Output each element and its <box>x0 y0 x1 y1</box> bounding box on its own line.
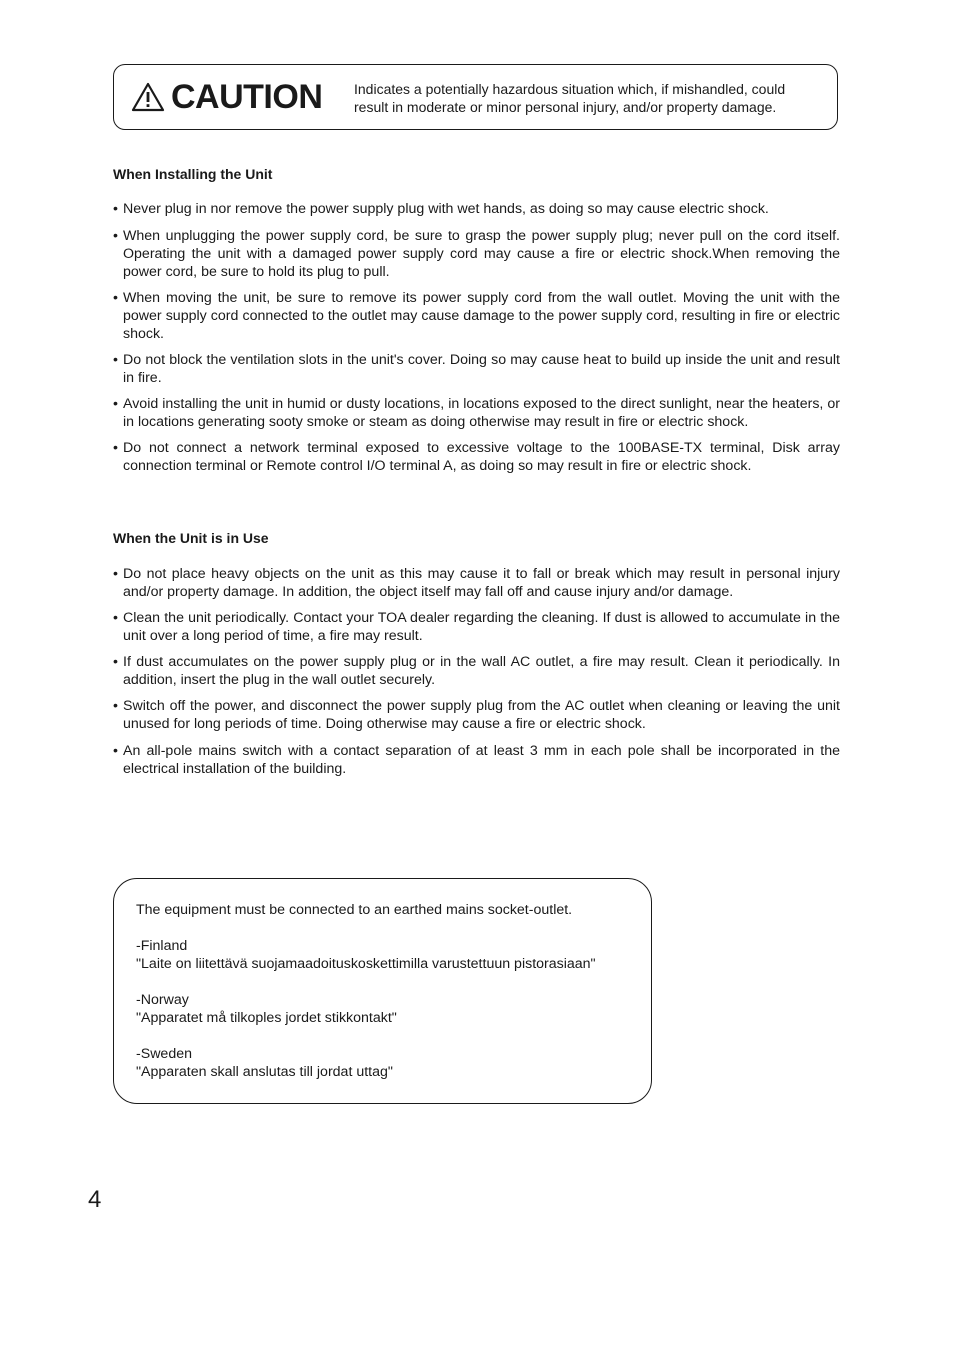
bullet-marker: • <box>113 396 118 412</box>
bullet-marker: • <box>113 352 118 368</box>
list-item-text: When moving the unit, be sure to remove its power supply cord from the wall outlet. Moving the unit with the power supply cord connected to the outlet may cause damage to the power supply cord, resulting in fire or electric shock. <box>123 290 840 342</box>
list-item <box>113 227 840 281</box>
bullet-marker: • <box>113 290 118 306</box>
list-item-text: Do not place heavy objects on the unit as this may cause it to fall or break which may result in personal injury and/or property damage. In addition, the object itself may fall off and cause injury and/or damage. <box>123 566 840 600</box>
list-item <box>113 742 840 778</box>
earthing-note-content <box>136 901 636 1081</box>
installing-bullet-list <box>113 200 840 475</box>
list-item-text: If dust accumulates on the power supply plug or in the wall AC outlet, a fire may result. Clean it periodically. In addition, insert the plug in the wall outlet securely. <box>123 654 840 688</box>
caution-description <box>354 80 824 116</box>
caution-description-line: Indicates a potentially hazardous situation which, if mishandled, could <box>354 81 786 97</box>
earthing-note-intro: The equipment must be connected to an earthed mains socket-outlet. <box>136 902 573 918</box>
norway-text: "Apparatet må tilkoples jordet stikkontakt" <box>136 1010 397 1026</box>
bullet-marker: • <box>113 654 118 670</box>
caution-box <box>113 64 838 130</box>
caution-heading <box>131 77 322 117</box>
sweden-text: "Apparaten skall anslutas till jordat uttag" <box>136 1064 393 1080</box>
section-title-in-use: When the Unit is in Use <box>113 530 269 546</box>
bullet-marker: • <box>113 228 118 244</box>
finland-text: "Laite on liitettävä suojamaadoituskoskettimilla varustettuun pistorasiaan" <box>136 956 596 972</box>
page-number: 4 <box>88 1186 102 1213</box>
list-item <box>113 653 840 689</box>
list-item-text: Switch off the power, and disconnect the power supply plug from the AC outlet when cleaning or leaving the unit unused for long periods of time. Doing otherwise may cause a fire or electric shock. <box>123 698 840 732</box>
list-item-text: Do not connect a network terminal exposed to excessive voltage to the 100BASE-TX terminal, Disk array connection terminal or Remote control I/O terminal A, as doing so may result in fire or electric shock. <box>123 440 840 474</box>
bullet-marker: • <box>113 566 118 582</box>
list-item <box>113 697 840 733</box>
list-item <box>113 395 840 431</box>
list-item-text: Do not block the ventilation slots in the unit's cover. Doing so may cause heat to build up inside the unit and result in fire. <box>123 352 840 386</box>
caution-description-line: result in moderate or minor personal injury, and/or property damage. <box>354 99 777 115</box>
bullet-marker: • <box>113 698 118 714</box>
list-item-text: Never plug in nor remove the power supply plug with wet hands, as doing so may cause electric shock. <box>123 201 769 217</box>
list-item <box>113 351 840 387</box>
norway-label: -Norway <box>136 992 189 1008</box>
bullet-marker: • <box>113 610 118 626</box>
list-item <box>113 200 840 218</box>
list-item <box>113 289 840 343</box>
bullet-marker: • <box>113 201 118 217</box>
in-use-bullet-list <box>113 565 840 778</box>
bullet-marker: • <box>113 743 118 759</box>
earthing-note-box <box>113 878 652 1104</box>
finland-label: -Finland <box>136 938 188 954</box>
list-item <box>113 565 840 601</box>
list-item-text: Clean the unit periodically. Contact your TOA dealer regarding the cleaning. If dust is allowed to accumulate in the unit over a long period of time, a fire may result. <box>123 610 840 644</box>
bullet-marker: • <box>113 440 118 456</box>
list-item <box>113 609 840 645</box>
section-title-installing: When Installing the Unit <box>113 166 273 182</box>
sweden-label: -Sweden <box>136 1046 192 1062</box>
caution-title: CAUTION <box>171 78 323 116</box>
list-item-text: When unplugging the power supply cord, be sure to grasp the power supply plug; never pull on the cord itself. Operating the unit with a damaged power supply cord may cause a fire or electric shock.When removing the power cord, be sure to hold its plug to pull. <box>123 228 840 280</box>
warning-triangle-icon <box>131 82 165 112</box>
list-item-text: An all-pole mains switch with a contact separation of at least 3 mm in each pole shall be incorporated in the electrical installation of the building. <box>123 743 840 777</box>
list-item-text: Avoid installing the unit in humid or dusty locations, in locations exposed to the direct sunlight, near the heaters, or in locations generating sooty smoke or steam as doing otherwise may result in fire or electric shock. <box>123 396 840 430</box>
list-item <box>113 439 840 475</box>
